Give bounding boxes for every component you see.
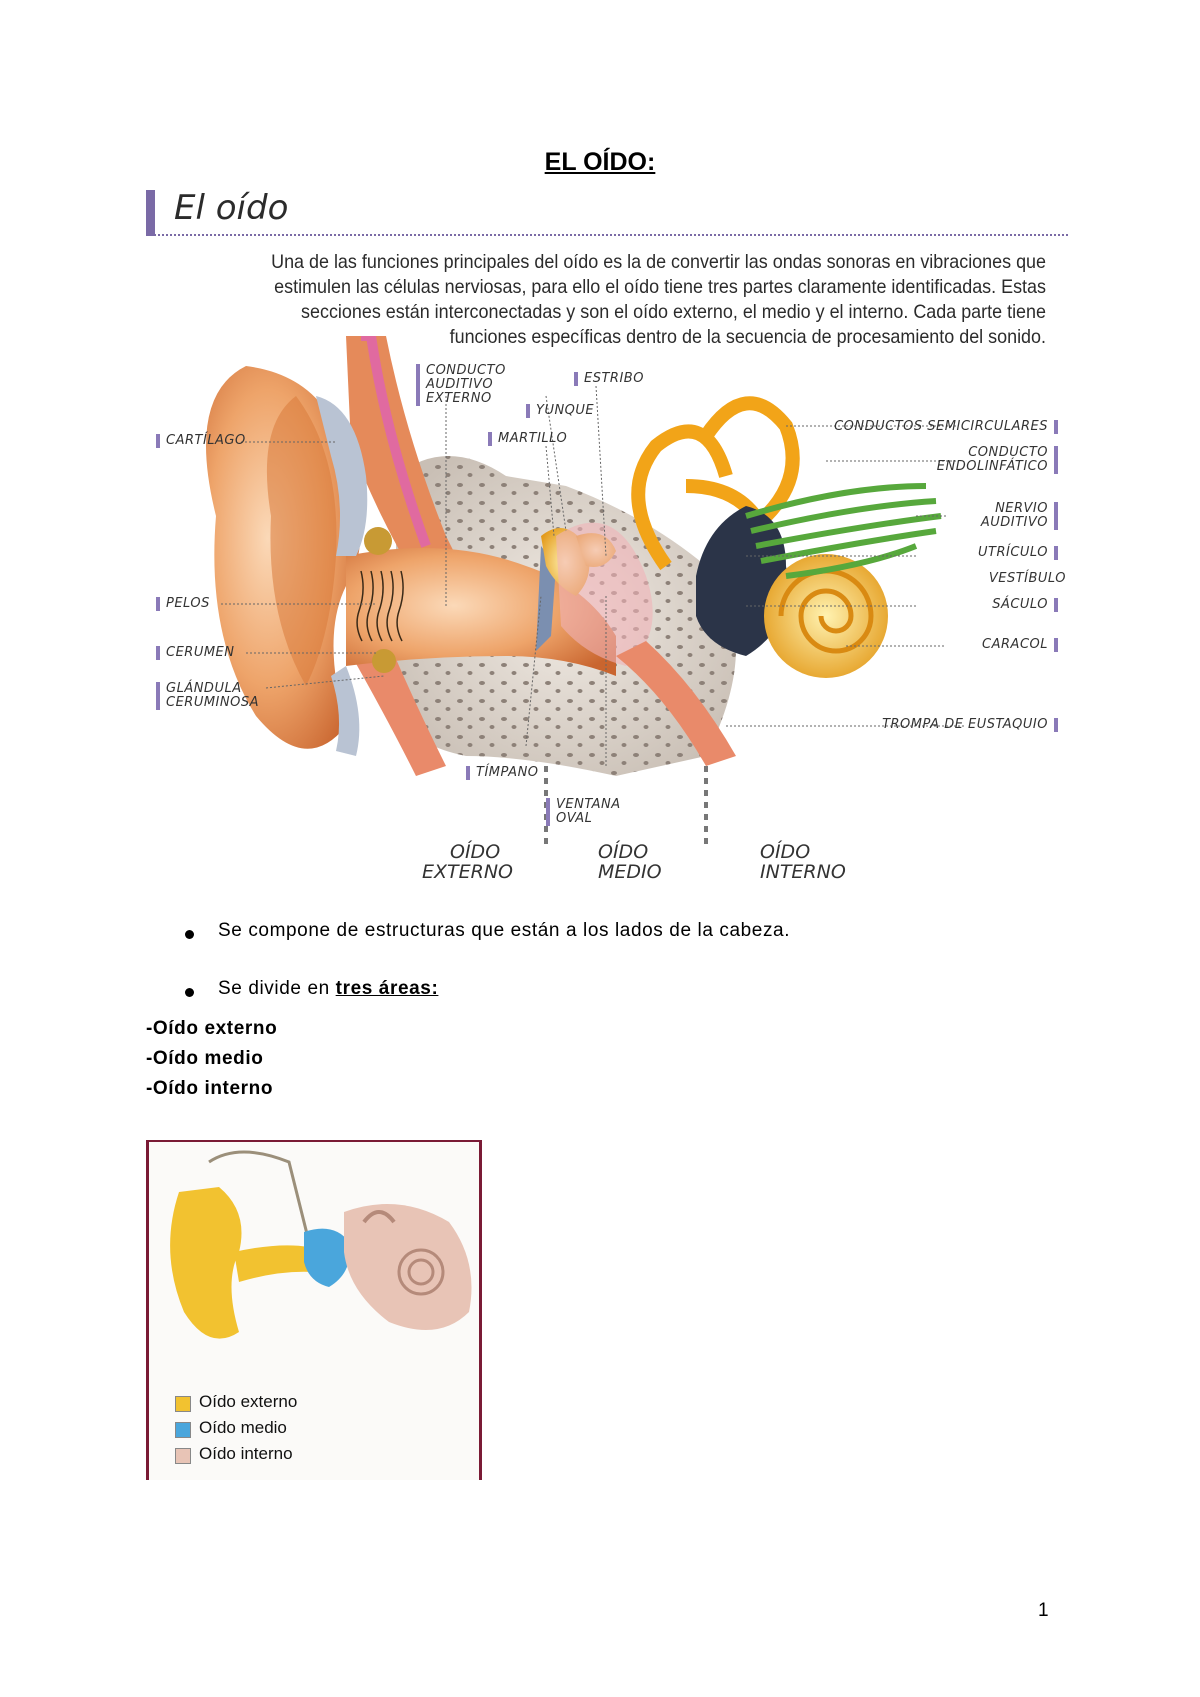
- bullet-text: Se compone de estructuras que están a los lados de la cabeza.: [218, 920, 791, 941]
- legend-label: Oído medio: [199, 1418, 287, 1437]
- label-nervio-auditivo: [981, 502, 1058, 530]
- legend-label: Oído interno: [199, 1444, 293, 1463]
- legend-swatch: [175, 1448, 191, 1464]
- label-conducto-endolinfatico: [937, 446, 1058, 474]
- figure-heading: El oído: [174, 188, 289, 228]
- label-pelos: PELOS: [156, 597, 210, 611]
- legend-label: Oído externo: [199, 1392, 298, 1411]
- region-externo-line1: OÍDO: [450, 841, 501, 863]
- region-interno-line1: OÍDO: [760, 841, 811, 863]
- bullet-dot-icon: [185, 930, 194, 939]
- label-endo-line2: ENDOLINFÁTICO: [936, 459, 1048, 474]
- region-externo-line2: EXTERNO: [422, 861, 514, 883]
- region-interno-line2: INTERNO: [760, 861, 846, 883]
- region-medio-line2: MEDIO: [598, 861, 662, 883]
- label-vestibulo: VESTÍBULO: [988, 571, 1066, 586]
- label-glandula-line2: CERUMINOSA: [166, 695, 259, 710]
- label-ventana-line2: OVAL: [556, 811, 593, 826]
- label-conducto-line1: CONDUCTO: [426, 363, 506, 378]
- label-martillo: MARTILLO: [488, 432, 567, 446]
- label-timpano: TÍMPANO: [466, 766, 539, 780]
- label-trompa-de-eustaquio: TROMPA DE EUSTAQUIO: [882, 718, 1058, 732]
- label-conducto-auditivo-externo: [416, 364, 506, 406]
- label-nervio-line2: AUDITIVO: [980, 515, 1048, 530]
- label-saculo: SÁCULO: [992, 598, 1058, 612]
- bullet-text: [218, 978, 438, 1000]
- bullet-emphasis: tres áreas:: [335, 978, 439, 999]
- label-estribo: ESTRIBO: [574, 372, 644, 386]
- label-cartilago: CARTÍLAGO: [156, 434, 246, 448]
- label-endo-line1: CONDUCTO: [968, 445, 1048, 460]
- bullet-dot-icon: [185, 988, 194, 997]
- label-conductos-semicirculares: CONDUCTOS SEMICIRCULARES: [834, 420, 1058, 434]
- dotted-divider: [146, 234, 1068, 236]
- label-cerumen: CERUMEN: [156, 646, 235, 660]
- page-number: 1: [1038, 1600, 1049, 1621]
- label-glandula-line1: GLÁNDULA: [166, 681, 242, 696]
- label-glandula-ceruminosa: [156, 682, 259, 710]
- region-oido-medio: [598, 842, 662, 882]
- label-caracol: CARACOL: [982, 638, 1058, 652]
- ear-regions-illustration: [149, 1142, 479, 1392]
- legend-swatch: [175, 1422, 191, 1438]
- area-item: -Oído medio: [146, 1048, 264, 1069]
- area-item: -Oído interno: [146, 1078, 274, 1099]
- label-nervio-line1: NERVIO: [995, 501, 1048, 516]
- ear-regions-figure: [146, 1140, 482, 1480]
- label-yunque: YUNQUE: [526, 404, 594, 418]
- label-utriculo: UTRÍCULO: [978, 546, 1058, 560]
- region-oido-externo: [422, 842, 513, 882]
- figure-intro-text: Una de las funciones principales del oído es la de convertir las ondas sonoras en vibraciones que estimulen las células nerviosas, para ello el oído tiene tres partes claramente identificadas. Estas secciones están interconectadas y son el oído externo, el medio y el interno. Cada parte tiene funciones específicas dentro de la secuencia de procesamiento del sonido.: [271, 251, 1046, 348]
- region-medio-line1: OÍDO: [598, 841, 649, 863]
- label-ventana-oval: [546, 798, 621, 826]
- legend-swatch: [175, 1396, 191, 1412]
- heading-accent-bar: [146, 190, 155, 236]
- page-title: EL OÍDO:: [544, 148, 656, 176]
- label-ventana-line1: VENTANA: [556, 797, 621, 812]
- area-item: -Oído externo: [146, 1018, 278, 1039]
- label-conducto-line3: EXTERNO: [426, 391, 492, 406]
- ear-anatomy-figure: [146, 188, 1068, 888]
- region-oido-interno: [760, 842, 846, 882]
- bullet-text-lead: Se divide en: [218, 978, 336, 999]
- label-conducto-line2: AUDITIVO: [426, 377, 494, 392]
